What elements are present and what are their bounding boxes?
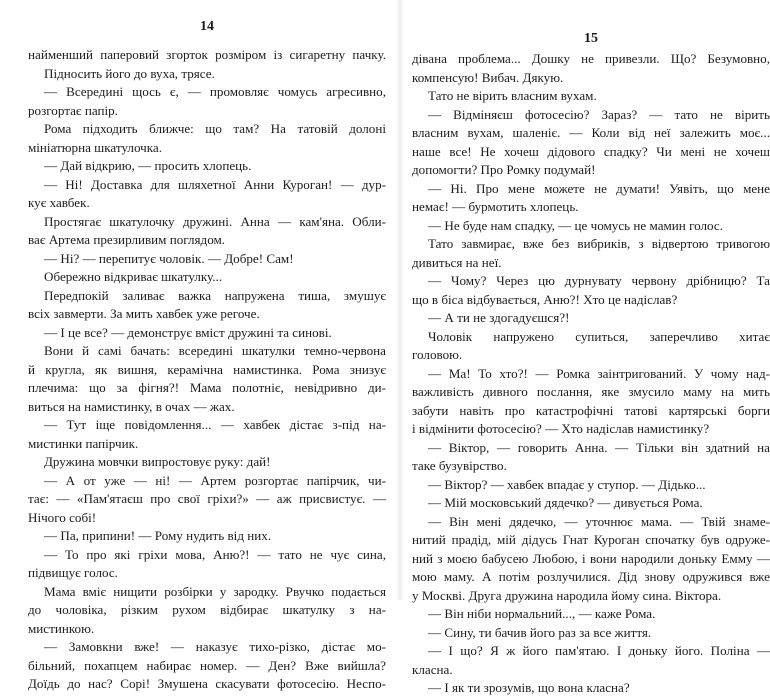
text-line: до чоловіка, різким рухом відбирає шкатулку з на- (28, 602, 386, 617)
page-body (412, 50, 770, 698)
text-line: Вони й самі бачать: всередині шкатулки темно-червона (44, 343, 386, 358)
text-line: — Відміняєш фотосесію? Зараз? — тато не вірить (428, 106, 770, 122)
text-line: забути навіть про катастрофічні татові картярські борги (412, 402, 770, 418)
text-line: — Тут іще повідомлення... — хавбек дістає з-під на- (44, 417, 386, 432)
text-line: що в біса відбувається, Аню?! Хто це надіслав? (412, 291, 678, 307)
text-line: головою. (412, 347, 463, 362)
page-number: 15 (584, 31, 598, 46)
text-line: всіх завмерти. За мить хавбек уже регоче. (28, 306, 260, 321)
text-line: — Сину, ти бачив його раз за все життя. (428, 624, 652, 640)
page-body (28, 46, 386, 694)
text-line: тає: — «Пам'ятаєш про свої гріхи?» — аж присвистує. — (28, 491, 386, 506)
text-line: — Віктор, — говорить Анна. — Тільки він здатний на (428, 439, 770, 455)
text-line: — Ні. Про мене можете не думати! Уявіть, що мене (428, 180, 770, 196)
text-line: — Ні? — перепитує чоловік. — Добре! Сам! (44, 250, 294, 266)
text-line: плечима: що за фігня?! Мама полотніє, невідривно ди- (28, 380, 386, 395)
right-page (412, 0, 770, 695)
text-line: — Всередині щось є, — промовляє чомусь агресивно, (44, 84, 386, 99)
text-line: Обережно відкриває шкатулку... (44, 269, 223, 284)
text-line: — Не буде нам спадку, — це чомусь не мамин голос. (428, 217, 723, 233)
text-line: — Чому? Через цю дурнувату червону дрібницю? Та (428, 273, 770, 288)
text-line: — То про які гріхи мова, Аню?! — тато не чує сина, (44, 546, 386, 562)
text-line: розгортає папір. (28, 102, 118, 118)
text-line: мистинкою. (28, 620, 95, 636)
text-line: ває Артема презирливим поглядом. (28, 232, 226, 247)
text-line: Тато завмирає, вже без вибриків, з відвертою тривогою (428, 236, 770, 251)
text-line: Тато не вірить власним вухам. (428, 88, 597, 103)
text-line: — Мій московський дядечко? — дивується Рома. (428, 495, 703, 510)
text-line: Рома підходить ближче: що там? На татовій долоні (44, 121, 386, 136)
text-line: — Віктор? — хавбек впадає у ступор. — Дідько... (428, 476, 706, 492)
text-line: власним вухам, шаленіє. — Коли від неї залежить моє... (412, 125, 770, 140)
book-gutter (396, 0, 404, 600)
text-line: Дружина мовчки випростовує руку: дай! (44, 454, 271, 469)
text-line: дівана проблема... Дошку не привезли. Що? Безумовно, (412, 51, 770, 66)
text-line: — Па, припини! — Рому нудить від них. (44, 528, 272, 543)
text-line: Мама вміє нищити розбірки у зародку. Рвучко подається (44, 583, 386, 599)
text-line: виться на намистинку, в очах — жах. (28, 398, 235, 414)
text-line: класна. (412, 661, 453, 677)
text-line: у Москві. Друга дружина народила йому сина. Віктора. (412, 587, 722, 603)
text-line: мініатюрна шкатулочка. (28, 139, 162, 155)
text-line: більний, похапцем набирає номер. — Ден? Вже вийшла? (28, 657, 386, 673)
text-line: Передпокій заливає важка напружена тиша, змушує (44, 287, 386, 303)
text-line: мистинки папірчик. (28, 435, 139, 451)
text-line: і відмінити фотосесію? — Хто надіслав намистинку? (412, 421, 710, 436)
text-line: компенсую! Вибач. Дякую. (412, 69, 564, 85)
text-line: — Він мені дядечко, — уточнює мама. — Твій знаме- (428, 513, 770, 529)
text-line: Нічого собі! (28, 509, 97, 525)
text-line: важливість дивного послання, яке змусило маму на мить (412, 384, 770, 399)
text-line: — А ти не здогадуєшся?! (428, 310, 570, 325)
text-line: — Ні! Доставка для шляхетної Анни Куроган! — дур- (44, 176, 386, 192)
text-line: — І як ти зрозумів, що вона класна? (428, 680, 630, 695)
text-line: Підносить його до вуха, трясе. (44, 65, 215, 81)
text-line: мою маму. А потім розлучилися. Дід знову одружився вже (412, 569, 770, 584)
text-line: кує хавбек. (28, 195, 90, 210)
text-line: — А от уже — ні! — Артем розгортає папірчик, чи- (44, 472, 386, 488)
text-line: — І що? Я ж його пам'ятаю. І доньку його. Поліна — (428, 643, 770, 658)
text-line: — Дай відкрию, — просить хлопець. (44, 158, 252, 173)
text-line: — Замовкни вже! — наказує тихо-різко, дістає мо- (44, 639, 386, 654)
text-line: найменший паперовий згорток розміром із сигаретну пачку. (28, 47, 386, 62)
text-line: дивиться на неї. (412, 254, 502, 270)
text-line: — І це все? — демонструє вміст дружині та синові. (44, 324, 332, 340)
text-line: наше все! Не хочеш дідового спадку? Чи мені не хочеш (412, 143, 770, 159)
text-line: таке бузувірство. (412, 458, 507, 473)
text-line: допомогти? Про Ромку подумай! (412, 162, 596, 177)
text-line: підвищує голос. (28, 565, 118, 580)
text-line: ний з моєю бабусею Любою, і вони народили доньку Емму — (412, 550, 770, 566)
left-page (28, 0, 386, 691)
text-line: Чоловік напружено супиться, заперечливо хитає (428, 328, 770, 344)
text-line: нитий прадід, мій дідусь Гнат Куроган спочатку був одруже- (412, 532, 770, 547)
page-number: 14 (200, 19, 214, 34)
text-line: — Він ніби нормальний..., — каже Рома. (428, 606, 656, 621)
text-line: немає! — бурмотить хлопець. (412, 199, 579, 214)
text-line: Доїдь до нас? Сорі! Змушена скасувати фотосесію. Неспо- (28, 676, 386, 691)
text-line: Простягає шкатулочку дружині. Анна — кам'яна. Обли- (44, 213, 386, 229)
text-line: — Ма! То хто?! — Ромка заінтригований. У чому над- (428, 365, 770, 381)
text-line: й кругла, як вишня, керамічна намистинка. Рома знизує (28, 361, 386, 377)
